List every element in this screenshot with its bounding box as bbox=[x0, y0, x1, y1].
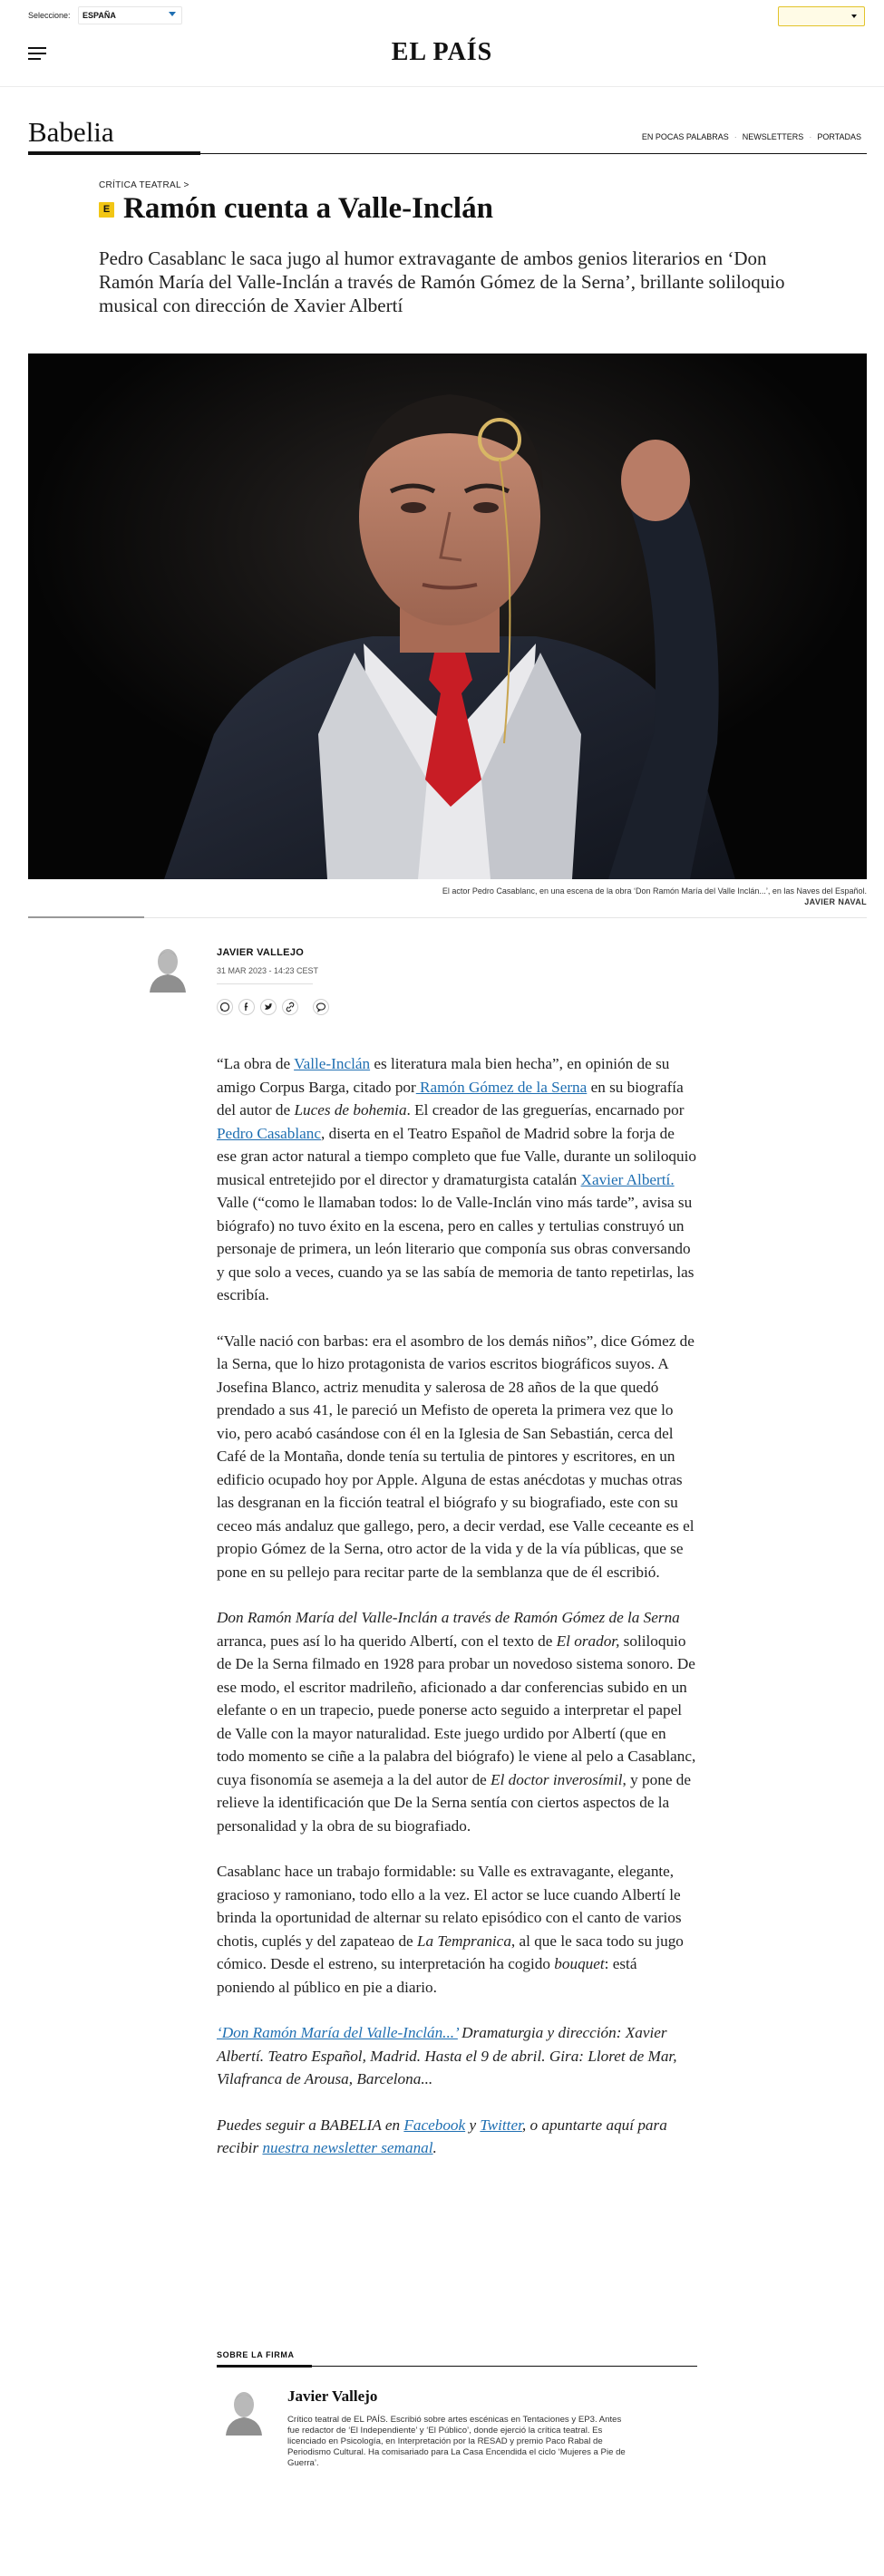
section-nav: EN POCAS PALABRAS · NEWSLETTERS · PORTADAS bbox=[636, 132, 867, 141]
section-nav-item[interactable]: EN POCAS PALABRAS bbox=[641, 132, 729, 141]
section-nav-item[interactable]: NEWSLETTERS bbox=[742, 132, 804, 141]
show-info: ‘Don Ramón María del Valle-Inclán...’ Dramaturgia y dirección: Xavier Albertí. Teatro Español, Madrid. Hasta el 9 de abril. Gira: Lloret de Mar, Vilafranca de Arousa, Barcelona... bbox=[217, 2024, 677, 2087]
link-newsletter[interactable]: nuestra newsletter semanal bbox=[262, 2139, 433, 2156]
section-nav-item[interactable]: PORTADAS bbox=[817, 132, 861, 141]
about-author-bio: Crítico teatral de EL PAÍS. Escribió sobre artes escénicas en Tentaciones y EP3. Antes fue redactor de ‘El Independiente’ y ‘El Público’, donde ejerció la crítica teatral. Es licenciado en Psicología, en Interpretación por la RESAD y premio Paco Rabal de Periodismo Cultural. Ha comisariado para La Casa Encendida el ciclo ‘Mujeres a Pie de Guerra’. bbox=[287, 2415, 626, 2468]
comment-icon[interactable] bbox=[313, 999, 329, 1015]
caption-text: El actor Pedro Casablanc, en una escena de la obra ‘Don Ramón María del Valle Inclán...’, en las Naves del Español. bbox=[442, 886, 867, 896]
about-author-heading: SOBRE LA FIRMA bbox=[217, 2347, 697, 2367]
paragraph: “La obra de Valle-Inclán es literatura mala bien hecha”, en opinión de su amigo Corpus Barga, citado por Ramón Gómez de la Serna en su biografía del autor de Luces de bohemia. El creador de las greguerías, encarnado por Pedro Casablanc, diserta en el Teatro Español de Madrid sobre la forja de ese gran actor natural a tiempo completo que fue Valle, durante un soliloquio musical entretejido por el director y dramaturgista catalán Xavier Albertí. Valle (“como le llamaban todos: lo de Valle-Inclán vino más tarde”, avisa su biógrafo) no tuvo éxito en la escena, pero en calles y tertulias construyó un personaje de primera, un león literario que componía sus obras conversando y que solo a veces, cuando ya se las sabía de memoria de tanto repetirlas, las escribía. bbox=[217, 1055, 696, 1303]
about-author-avatar[interactable] bbox=[224, 2387, 264, 2436]
edition-label: Seleccione: bbox=[28, 11, 71, 20]
headline-row bbox=[99, 192, 788, 226]
follow-note: Puedes seguir a BABELIA en Facebook y Twitter, o apuntarte aquí para recibir nuestra newsletter semanal. bbox=[217, 2116, 667, 2156]
link-pedro-casablanc[interactable]: Pedro Casablanc bbox=[217, 1124, 322, 1142]
chevron-down-icon bbox=[169, 12, 176, 16]
kicker[interactable]: CRÍTICA TEATRAL > bbox=[99, 180, 189, 190]
chevron-down-icon bbox=[851, 15, 857, 18]
edition-select-value: ESPAÑA bbox=[83, 11, 116, 20]
headline: Ramón cuenta a Valle-Inclán bbox=[123, 192, 493, 225]
site-logo[interactable]: EL PAÍS bbox=[391, 38, 493, 66]
author-avatar[interactable] bbox=[148, 944, 188, 993]
section-header bbox=[28, 116, 867, 154]
paragraph: Casablanc hace un trabajo formidable: su Valle es extravagante, elegante, gracioso y ramoniano, todo ello a la vez. El actor se luce cuando Albertí le brinda la oportunidad de alternar su relato episódico con el canto de varios chotis, cuplés y del zapateao de La Tempranica, al que le saca todo su jugo cómico. Desde el estreno, su interpretación ha cogido bouquet: está poniendo al público en pie a diario. bbox=[217, 1863, 684, 1996]
hero-photo bbox=[28, 353, 867, 879]
subscribe-button[interactable] bbox=[778, 6, 865, 26]
publish-date: 31 MAR 2023 - 14:23 CEST bbox=[217, 966, 319, 975]
divider bbox=[28, 917, 867, 918]
link-xavier-alberti[interactable]: Xavier Albertí. bbox=[580, 1170, 675, 1188]
section-title[interactable]: Babelia bbox=[28, 116, 114, 148]
link-show[interactable]: ‘Don Ramón María del Valle-Inclán...’ bbox=[217, 2024, 458, 2041]
section-underline bbox=[28, 151, 200, 155]
facebook-icon[interactable] bbox=[238, 999, 255, 1015]
twitter-icon[interactable] bbox=[260, 999, 277, 1015]
hero-caption bbox=[442, 886, 867, 906]
photo-credit: JAVIER NAVAL bbox=[804, 897, 867, 906]
author-name[interactable]: JAVIER VALLEJO bbox=[217, 947, 305, 958]
edition-select[interactable] bbox=[78, 6, 182, 24]
about-author-name[interactable]: Javier Vallejo bbox=[287, 2387, 378, 2405]
link-facebook[interactable]: Facebook bbox=[403, 2116, 466, 2134]
actor-photo-illustration bbox=[28, 353, 867, 879]
link-gomez-de-la-serna[interactable]: Ramón Gómez de la Serna bbox=[415, 1078, 588, 1096]
masthead bbox=[0, 33, 884, 87]
exclusive-badge: E bbox=[99, 202, 114, 218]
link-icon[interactable] bbox=[282, 999, 298, 1015]
link-valle-inclan[interactable]: Valle-Inclán bbox=[294, 1055, 371, 1072]
link-twitter[interactable]: Twitter bbox=[480, 2116, 522, 2134]
edition-bar bbox=[0, 0, 884, 33]
article-body bbox=[217, 1052, 697, 2183]
whatsapp-icon[interactable] bbox=[217, 999, 233, 1015]
share-buttons bbox=[217, 999, 329, 1015]
paragraph: “Valle nació con barbas: era el asombro de los demás niños”, dice Gómez de la Serna, que lo hizo protagonista de varios escritos biográficos suyos. A Josefina Blanco, actriz menudita y salerosa de 28 años de la que quedó prendado a sus 41, le pareció un Mefisto de opereta la primera vez que lo vio, pero acabó casándose con él en la Iglesia de San Sebastián, cerca del Café de la Montaña, donde tenía su tertulia de pintores y escritores, en un edificio ocupado hoy por Apple. Alguna de estas anécdotas y muchas otras las desgranan en la ficción teatral el biógrafo y su biografiado, este con su ceceo más andaluz que gallego, pero, a decir verdad, ese Valle ceceante es el propio Gómez de la Serna, otro actor de la vida y de la vía públicas, que se pone en su pellejo para recitar parte de la semblanza que de él escribió. bbox=[217, 1332, 695, 1581]
subtitle: Pedro Casablanc le saca jugo al humor extravagante de ambos genios literarios en ‘Don Ramón María del Valle-Inclán a través de Ramón Gómez de la Serna’, brillante soliloquio musical con dirección de Xavier Albertí bbox=[99, 247, 785, 316]
paragraph: Don Ramón María del Valle-Inclán a través de Ramón Gómez de la Serna arranca, pues así lo ha querido Albertí, con el texto de El orador, soliloquio de De la Serna filmado en 1928 para probar un novedoso sistema sonoro. De ese modo, el escritor madrileño, aficionado a dar conferencias subido en un elefante o en un trapecio, puede ponerse acto seguido a interpretar el papel de Valle con la mayor naturalidad. Este juego urdido por Albertí (que en todo momento se ciñe a la palabra del biógrafo) le viene al pelo a Casablanc, cuya fisonomía se asemeja a la del autor de El doctor inverosímil, y pone de relieve la identificación que De la Serna sentía con ciertos aspectos de la personalidad y la obra de su biografiado. bbox=[217, 1609, 696, 1835]
